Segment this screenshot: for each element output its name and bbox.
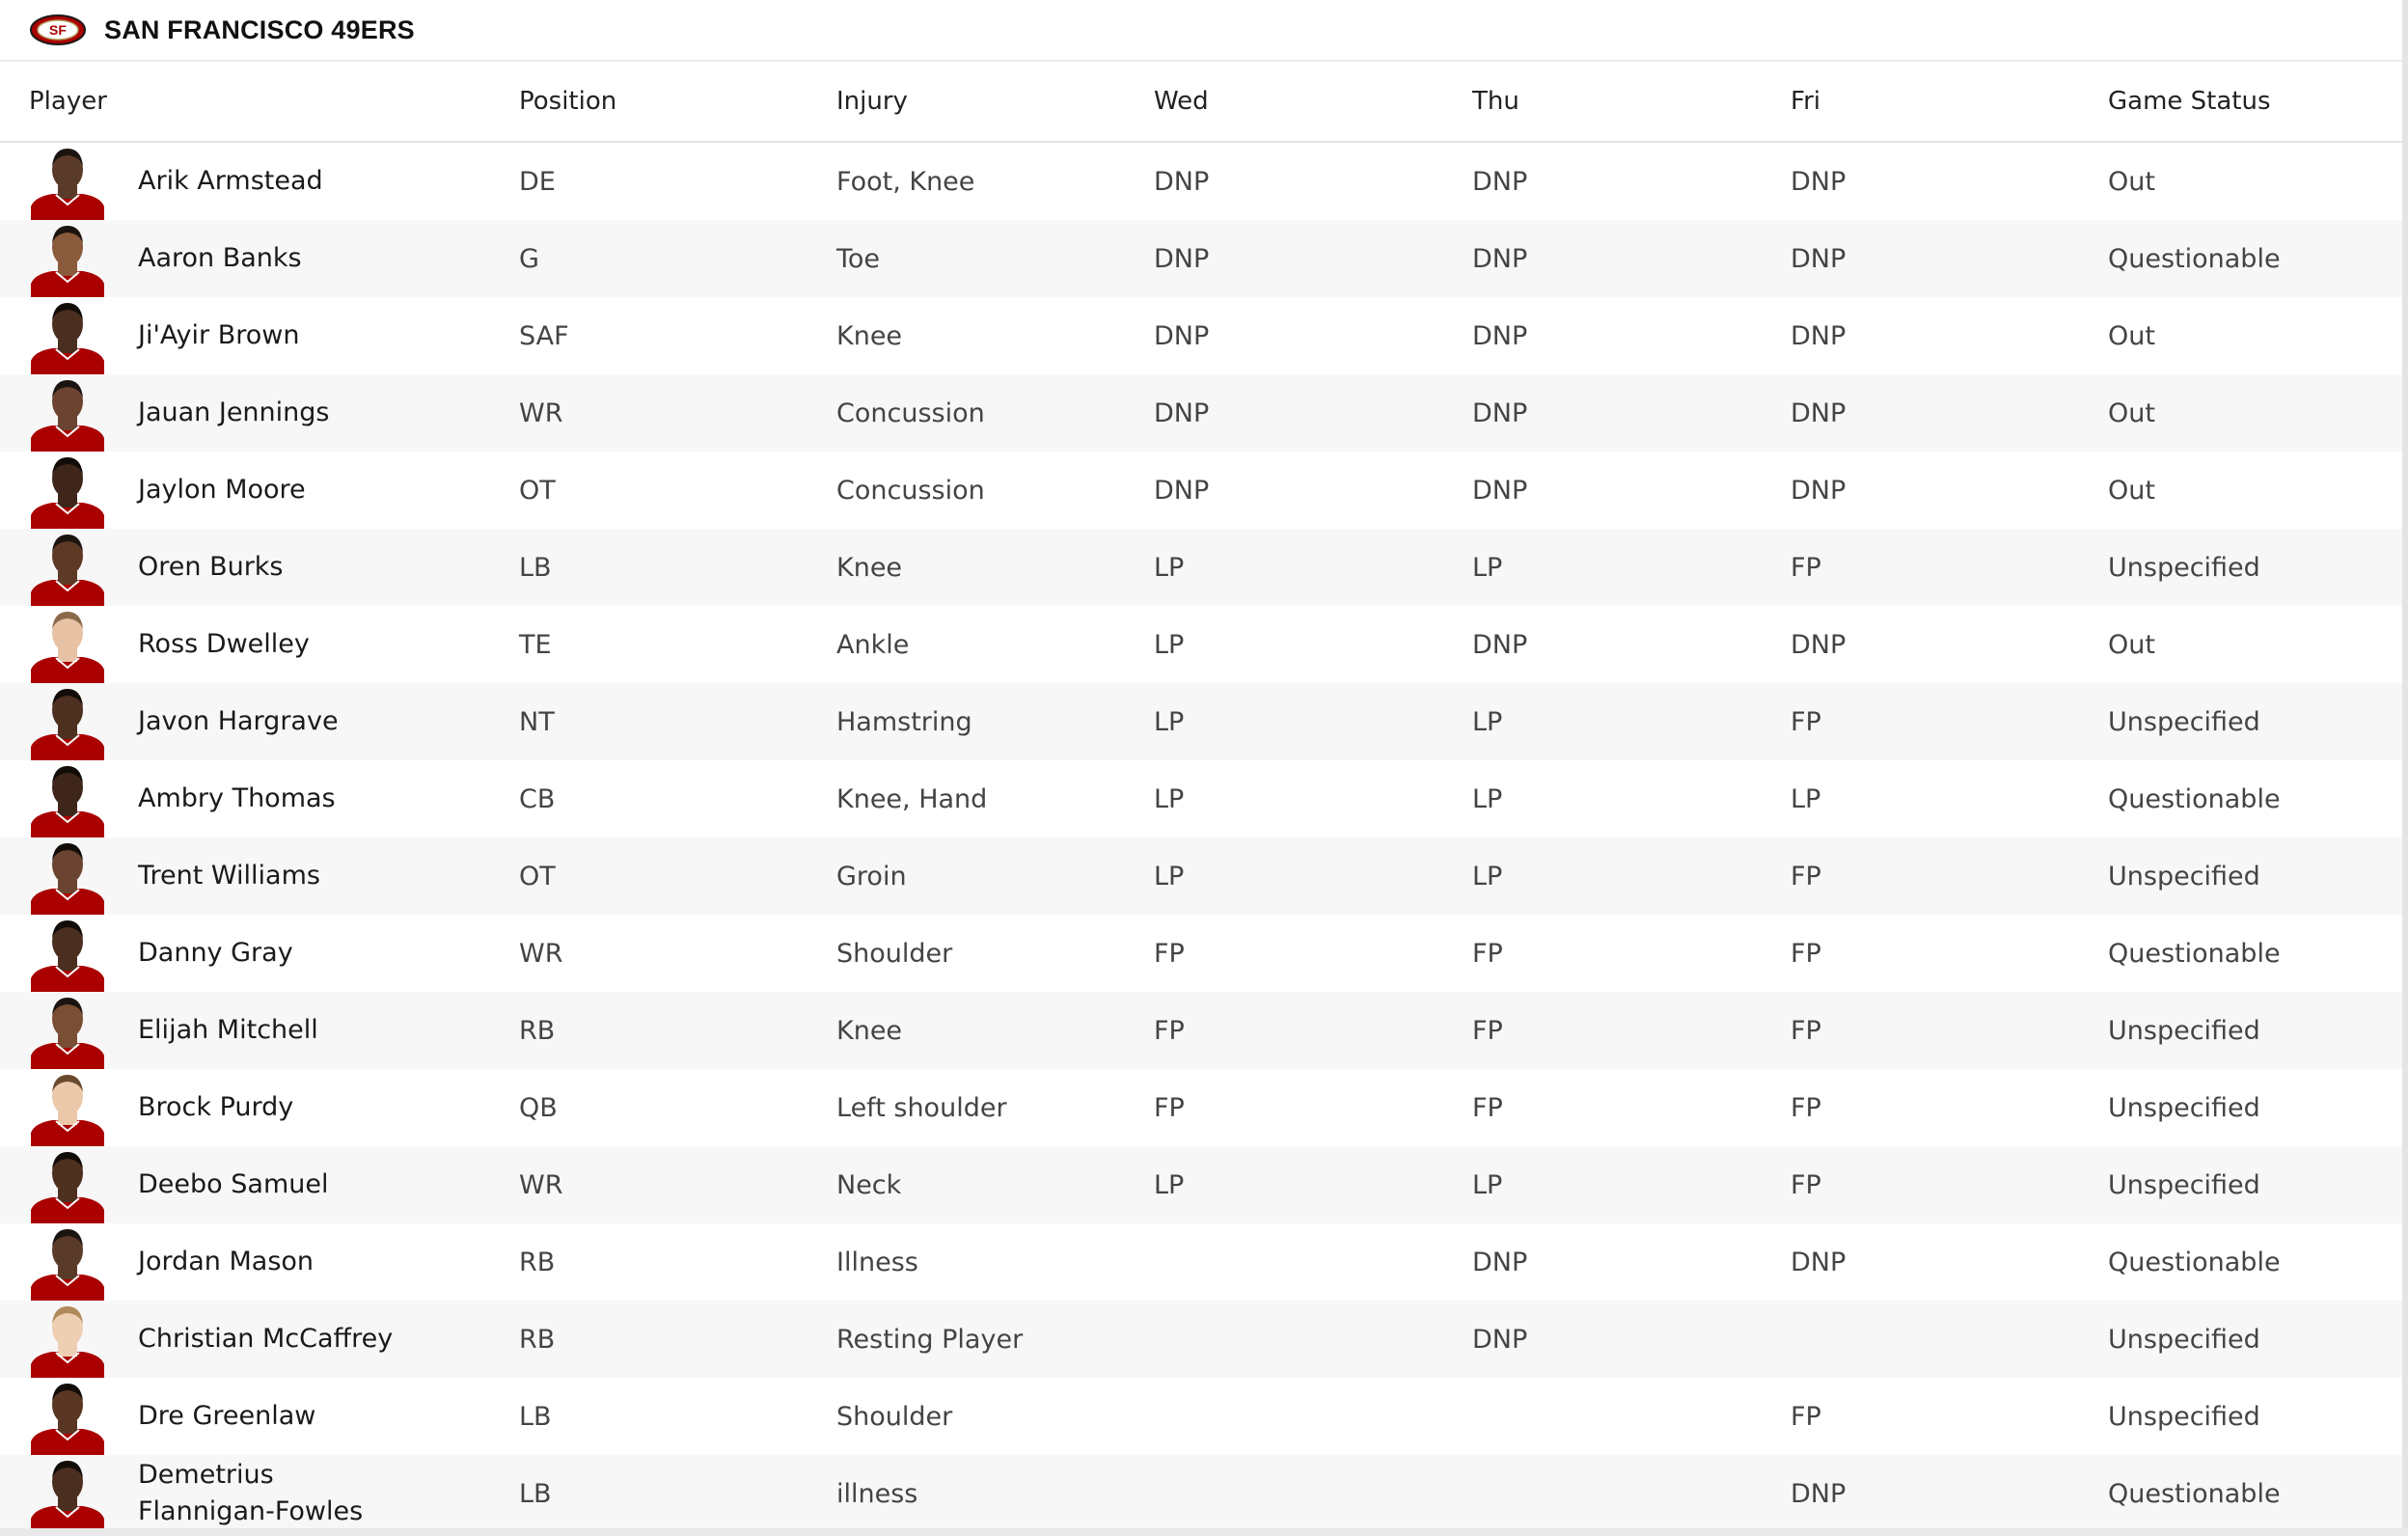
injury-cell: Toe [836, 243, 881, 274]
player-headshot[interactable] [29, 1223, 106, 1301]
header-position: Position [519, 87, 617, 116]
fri-practice-cell: FP [1791, 1401, 1821, 1432]
player-headshot[interactable] [29, 297, 106, 374]
table-row[interactable] [0, 683, 2408, 760]
player-headshot[interactable] [29, 143, 106, 220]
wed-practice-cell: LP [1154, 1169, 1185, 1200]
table-row[interactable] [0, 220, 2408, 297]
header-player: Player [29, 87, 107, 116]
player-headshot[interactable] [29, 374, 106, 452]
wed-practice-cell: DNP [1154, 320, 1210, 351]
player-headshot[interactable] [29, 452, 106, 529]
game-status-cell: Unspecified [2108, 1324, 2260, 1355]
player-cell [0, 220, 519, 297]
wed-practice-cell: FP [1154, 1015, 1185, 1046]
table-row[interactable] [0, 374, 2408, 452]
player-cell [0, 992, 519, 1069]
table-row[interactable] [0, 760, 2408, 837]
player-headshot[interactable] [29, 606, 106, 683]
fri-practice-cell: DNP [1791, 398, 1847, 428]
player-headshot[interactable] [29, 1455, 106, 1532]
player-photo-icon [29, 1301, 106, 1378]
thu-practice-cell: DNP [1472, 243, 1528, 274]
injury-cell: Resting Player [836, 1324, 1024, 1355]
player-photo-icon [29, 837, 106, 915]
player-name-link[interactable]: Jaylon Moore [138, 475, 306, 505]
thu-practice-cell: DNP [1472, 629, 1528, 660]
thu-practice-cell: DNP [1472, 475, 1528, 506]
injury-cell: Neck [836, 1169, 902, 1200]
position-cell: TE [519, 629, 552, 660]
player-photo-icon [29, 683, 106, 760]
49ers-logo-icon [29, 14, 87, 46]
player-photo-icon [29, 606, 106, 683]
game-status-cell: Unspecified [2108, 1092, 2260, 1123]
player-cell [0, 606, 519, 683]
game-status-cell: Unspecified [2108, 552, 2260, 583]
team-header [0, 0, 2408, 62]
wed-practice-cell: LP [1154, 706, 1185, 737]
injury-cell: illness [836, 1478, 918, 1509]
table-row[interactable] [0, 1301, 2408, 1378]
player-cell [0, 529, 519, 606]
injury-cell: Hamstring [836, 706, 972, 737]
fri-practice-cell: DNP [1791, 1478, 1847, 1509]
wed-practice-cell: DNP [1154, 243, 1210, 274]
player-cell [0, 1223, 519, 1301]
player-name-link[interactable]: Dre Greenlaw [138, 1401, 316, 1431]
position-cell: CB [519, 783, 556, 814]
player-headshot[interactable] [29, 683, 106, 760]
table-row[interactable] [0, 606, 2408, 683]
player-name-link[interactable]: Jauan Jennings [138, 398, 330, 427]
table-row[interactable] [0, 1146, 2408, 1223]
fri-practice-cell: FP [1791, 1092, 1821, 1123]
game-status-cell: Unspecified [2108, 1169, 2260, 1200]
player-photo-icon [29, 992, 106, 1069]
position-cell: DE [519, 166, 556, 197]
player-name-link[interactable]: Trent Williams [138, 861, 320, 891]
player-name-link[interactable]: Oren Burks [138, 552, 284, 582]
header-game-status: Game Status [2108, 87, 2271, 116]
player-cell [0, 1455, 519, 1532]
game-status-cell: Questionable [2108, 1247, 2281, 1277]
wed-practice-cell: DNP [1154, 166, 1210, 197]
position-cell: LB [519, 552, 552, 583]
header-thu: Thu [1472, 87, 1519, 116]
thu-practice-cell: DNP [1472, 166, 1528, 197]
position-cell: LB [519, 1478, 552, 1509]
game-status-cell: Out [2108, 629, 2155, 660]
table-row[interactable] [0, 297, 2408, 374]
table-row[interactable] [0, 1223, 2408, 1301]
position-cell: SAF [519, 320, 569, 351]
injury-cell: Ankle [836, 629, 910, 660]
player-name-link[interactable]: Arik Armstead [138, 166, 323, 196]
injury-cell: Knee [836, 320, 903, 351]
player-cell [0, 915, 519, 992]
thu-practice-cell: DNP [1472, 398, 1528, 428]
wed-practice-cell: LP [1154, 783, 1185, 814]
wed-practice-cell: LP [1154, 861, 1185, 891]
game-status-cell: Questionable [2108, 1478, 2281, 1509]
thu-practice-cell: DNP [1472, 1324, 1528, 1355]
injury-cell: Knee, Hand [836, 783, 988, 814]
position-cell: G [519, 243, 539, 274]
player-photo-icon [29, 143, 106, 220]
player-headshot[interactable] [29, 1301, 106, 1378]
thu-practice-cell: FP [1472, 1015, 1503, 1046]
player-cell [0, 683, 519, 760]
position-cell: OT [519, 475, 556, 506]
header-injury: Injury [836, 87, 908, 116]
fri-practice-cell: DNP [1791, 629, 1847, 660]
fri-practice-cell: FP [1791, 861, 1821, 891]
injury-cell: Knee [836, 552, 903, 583]
table-row[interactable] [0, 1455, 2408, 1532]
thu-practice-cell: LP [1472, 783, 1503, 814]
game-status-cell: Questionable [2108, 783, 2281, 814]
position-cell: WR [519, 938, 563, 969]
player-headshot[interactable] [29, 220, 106, 297]
fri-practice-cell: DNP [1791, 166, 1847, 197]
thu-practice-cell: DNP [1472, 1247, 1528, 1277]
position-cell: RB [519, 1015, 556, 1046]
player-cell [0, 297, 519, 374]
injury-cell: Concussion [836, 398, 985, 428]
table-row[interactable] [0, 143, 2408, 220]
player-name-link[interactable]: Elijah Mitchell [138, 1015, 318, 1045]
player-headshot[interactable] [29, 1146, 106, 1223]
position-cell: WR [519, 398, 563, 428]
position-cell: NT [519, 706, 555, 737]
thu-practice-cell: DNP [1472, 320, 1528, 351]
player-cell [0, 1301, 519, 1378]
player-name-link[interactable]: Ambry Thomas [138, 783, 336, 813]
thu-practice-cell: LP [1472, 861, 1503, 891]
player-name-link[interactable]: Danny Gray [138, 938, 293, 968]
player-photo-icon [29, 452, 106, 529]
player-name-link[interactable]: Christian McCaffrey [138, 1324, 394, 1354]
player-headshot[interactable] [29, 1378, 106, 1455]
player-headshot[interactable] [29, 760, 106, 837]
game-status-cell: Unspecified [2108, 706, 2260, 737]
wed-practice-cell: FP [1154, 1092, 1185, 1123]
player-cell [0, 452, 519, 529]
fri-practice-cell: LP [1791, 783, 1821, 814]
player-name-link[interactable]: Brock Purdy [138, 1092, 294, 1122]
thu-practice-cell: FP [1472, 1092, 1503, 1123]
player-photo-icon [29, 1455, 106, 1532]
thu-practice-cell: FP [1472, 938, 1503, 969]
wed-practice-cell: LP [1154, 629, 1185, 660]
fri-practice-cell: FP [1791, 1169, 1821, 1200]
injury-cell: Left shoulder [836, 1092, 1007, 1123]
injury-cell: Shoulder [836, 1401, 953, 1432]
header-fri: Fri [1791, 87, 1820, 116]
game-status-cell: Out [2108, 320, 2155, 351]
position-cell: OT [519, 861, 556, 891]
table-row[interactable] [0, 915, 2408, 992]
player-cell [0, 1146, 519, 1223]
player-photo-icon [29, 1146, 106, 1223]
player-headshot[interactable] [29, 992, 106, 1069]
player-headshot[interactable] [29, 529, 106, 606]
thu-practice-cell: LP [1472, 1169, 1503, 1200]
player-headshot[interactable] [29, 915, 106, 992]
position-cell: WR [519, 1169, 563, 1200]
game-status-cell: Questionable [2108, 938, 2281, 969]
table-row[interactable] [0, 1378, 2408, 1455]
fri-practice-cell: DNP [1791, 320, 1847, 351]
injury-cell: Illness [836, 1247, 918, 1277]
player-photo-icon [29, 374, 106, 452]
team-name: SAN FRANCISCO 49ERS [104, 14, 415, 44]
player-name-link[interactable]: Aaron Banks [138, 243, 302, 273]
injury-cell: Shoulder [836, 938, 953, 969]
player-photo-icon [29, 220, 106, 297]
player-cell [0, 143, 519, 220]
player-photo-icon [29, 1378, 106, 1455]
fri-practice-cell: DNP [1791, 1247, 1847, 1277]
fri-practice-cell: DNP [1791, 475, 1847, 506]
player-name-link[interactable]: Demetrius Flannigan-Fowles [138, 1460, 364, 1526]
thu-practice-cell: LP [1472, 706, 1503, 737]
fri-practice-cell: FP [1791, 552, 1821, 583]
position-cell: LB [519, 1401, 552, 1432]
player-photo-icon [29, 529, 106, 606]
player-cell [0, 837, 519, 915]
wed-practice-cell: FP [1154, 938, 1185, 969]
position-cell: RB [519, 1324, 556, 1355]
position-cell: QB [519, 1092, 558, 1123]
game-status-cell: Out [2108, 475, 2155, 506]
player-photo-icon [29, 1223, 106, 1301]
wed-practice-cell: DNP [1154, 475, 1210, 506]
player-cell [0, 760, 519, 837]
player-name-link[interactable]: Ross Dwelley [138, 629, 310, 659]
player-name-link[interactable]: Deebo Samuel [138, 1169, 329, 1199]
game-status-cell: Questionable [2108, 243, 2281, 274]
table-body [0, 143, 2408, 1532]
table-row[interactable] [0, 837, 2408, 915]
player-photo-icon [29, 1069, 106, 1146]
game-status-cell: Unspecified [2108, 1401, 2260, 1432]
player-name-link[interactable]: Javon Hargrave [138, 706, 339, 736]
injury-cell: Foot, Knee [836, 166, 975, 197]
table-row[interactable] [0, 452, 2408, 529]
fri-practice-cell: FP [1791, 938, 1821, 969]
fri-practice-cell: FP [1791, 706, 1821, 737]
player-photo-icon [29, 915, 106, 992]
player-cell [0, 1069, 519, 1146]
player-cell [0, 374, 519, 452]
wed-practice-cell: LP [1154, 552, 1185, 583]
player-photo-icon [29, 297, 106, 374]
table-row[interactable] [0, 529, 2408, 606]
player-name-link[interactable]: Ji'Ayir Brown [138, 320, 300, 350]
game-status-cell: Out [2108, 398, 2155, 428]
table-row[interactable] [0, 992, 2408, 1069]
player-name-link[interactable]: Jordan Mason [138, 1247, 315, 1276]
thu-practice-cell: LP [1472, 552, 1503, 583]
game-status-cell: Unspecified [2108, 1015, 2260, 1046]
player-headshot[interactable] [29, 1069, 106, 1146]
position-cell: RB [519, 1247, 556, 1277]
fri-practice-cell: FP [1791, 1015, 1821, 1046]
wed-practice-cell: DNP [1154, 398, 1210, 428]
fri-practice-cell: DNP [1791, 243, 1847, 274]
header-wed: Wed [1154, 87, 1209, 116]
logo-text: SF [49, 22, 67, 38]
player-cell [0, 1378, 519, 1455]
injury-cell: Knee [836, 1015, 903, 1046]
page-bottom-edge [0, 1528, 2408, 1536]
game-status-cell: Unspecified [2108, 861, 2260, 891]
table-row[interactable] [0, 1069, 2408, 1146]
table-header [0, 62, 2408, 143]
game-status-cell: Out [2108, 166, 2155, 197]
player-photo-icon [29, 760, 106, 837]
player-headshot[interactable] [29, 837, 106, 915]
injury-cell: Concussion [836, 475, 985, 506]
scrollbar-track[interactable] [2402, 0, 2408, 1536]
injury-cell: Groin [836, 861, 907, 891]
